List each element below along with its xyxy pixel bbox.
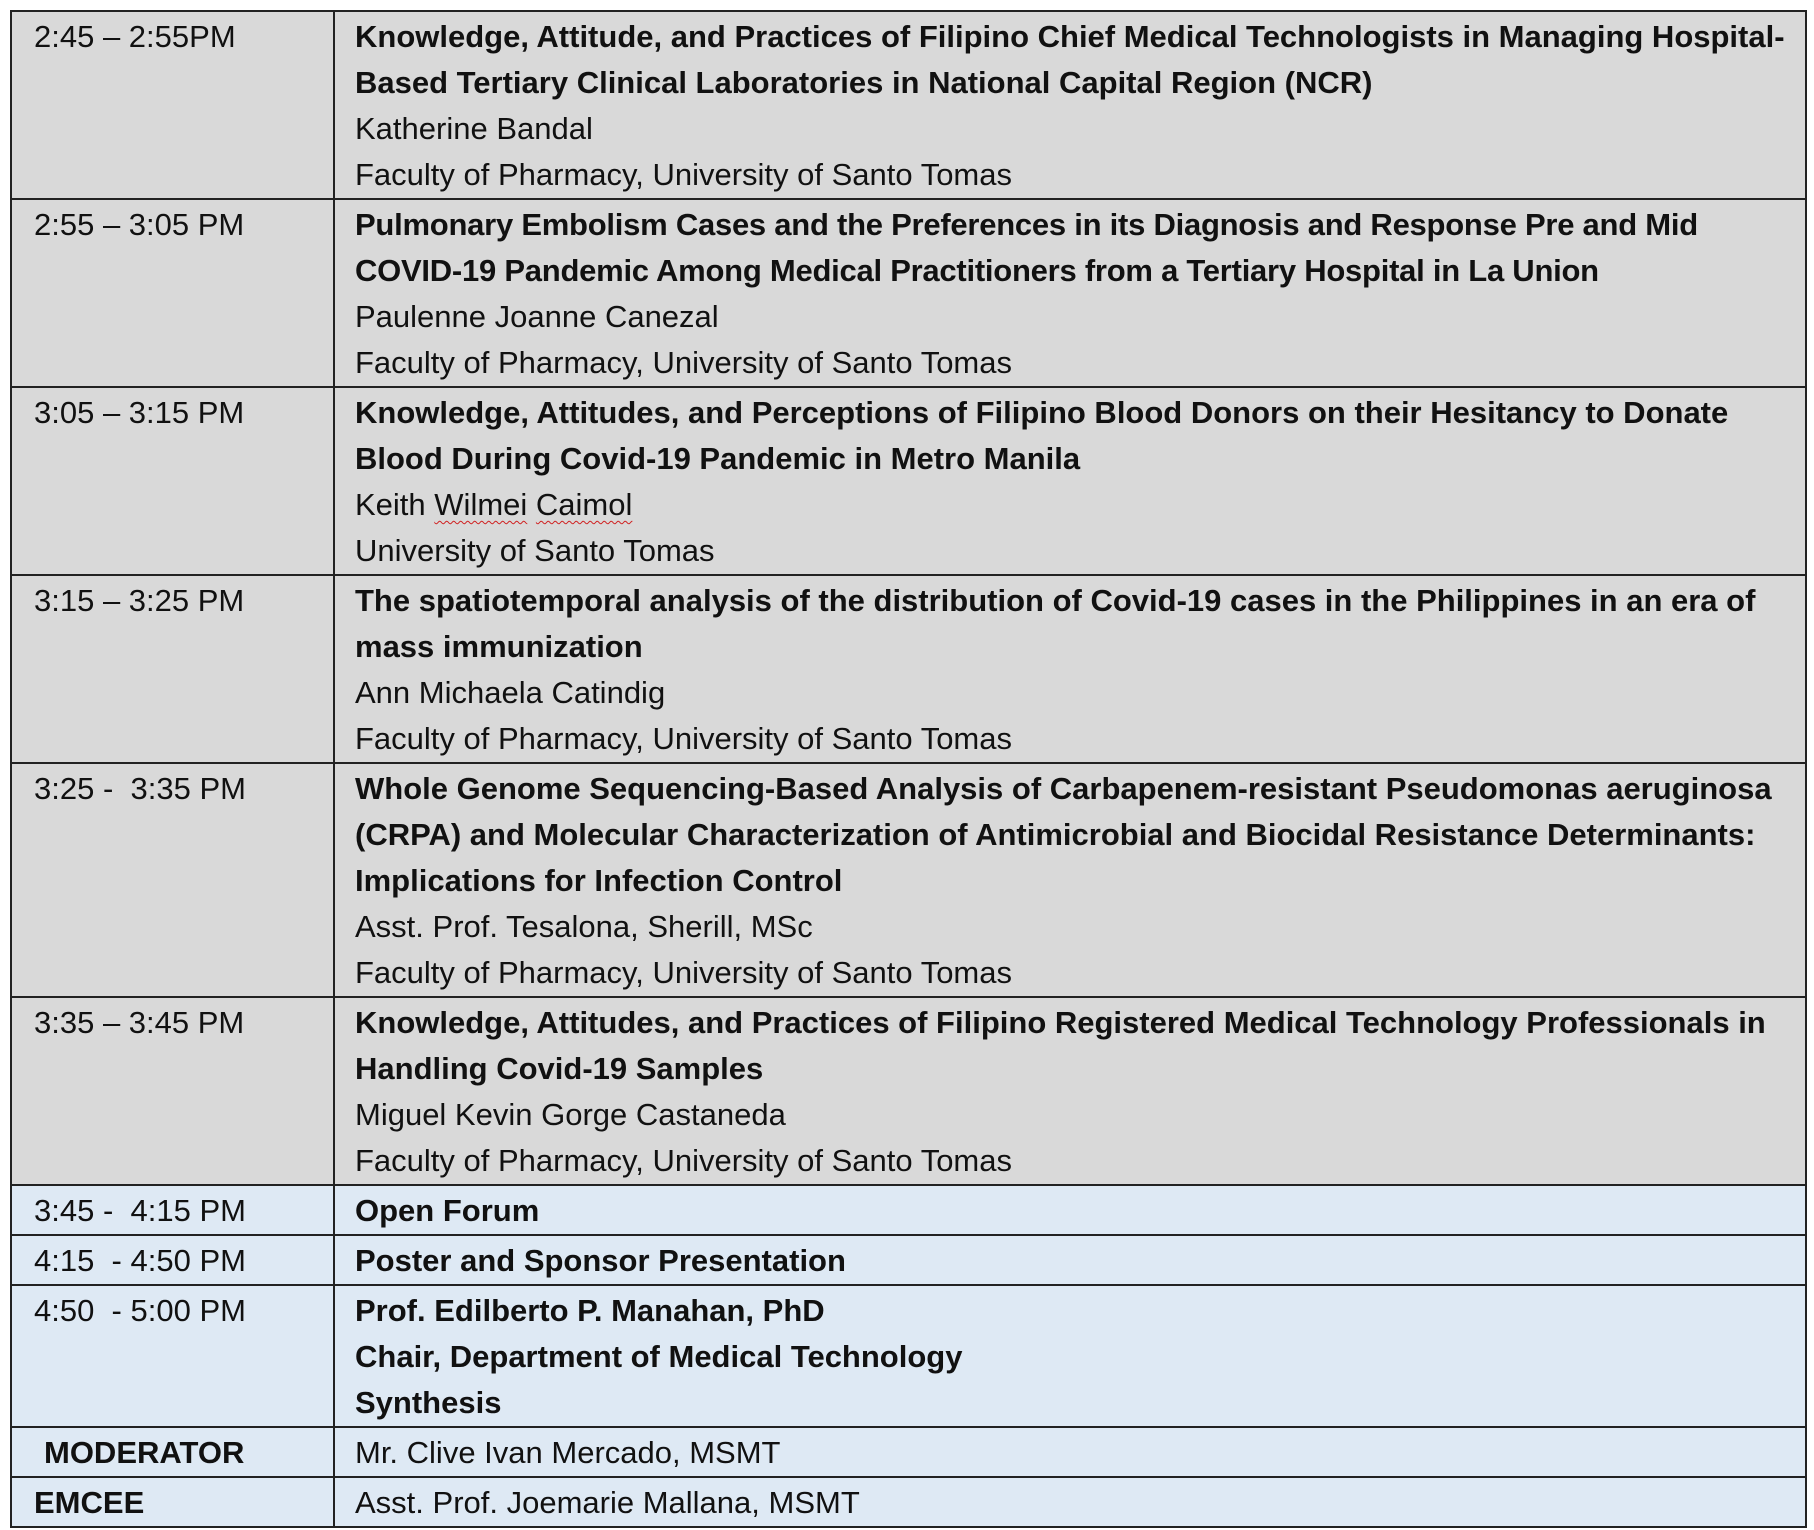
- talk-details: [334, 199, 1806, 387]
- time-slot: 4:50 - 5:00 PM: [11, 1285, 334, 1427]
- speaker-first-name: Keith: [355, 487, 426, 522]
- talk-row: [11, 763, 1806, 997]
- talk-affiliation: University of Santo Tomas: [355, 533, 715, 568]
- talk-title: Whole Genome Sequencing-Based Analysis of Carbapenem-resistant Pseudomonas aeruginosa (CRPA) and Molecular Characterization of Antimicrobial and Biocidal Resistance Determinants: Implications for Infection Control: [355, 771, 1772, 898]
- session-details: [334, 1185, 1806, 1235]
- session-title: Open Forum: [355, 1193, 540, 1228]
- talk-speaker: Asst. Prof. Tesalona, Sherill, MSc: [355, 909, 813, 944]
- time-slot: 2:45 – 2:55PM: [11, 11, 334, 199]
- talk-row: [11, 199, 1806, 387]
- time-slot: 4:15 - 4:50 PM: [11, 1235, 334, 1285]
- time-slot: 3:25 - 3:35 PM: [11, 763, 334, 997]
- session-row: [11, 1235, 1806, 1285]
- session-details: [334, 1235, 1806, 1285]
- emcee-name: Asst. Prof. Joemarie Mallana, MSMT: [334, 1477, 1806, 1527]
- talk-row: [11, 997, 1806, 1185]
- talk-title: The spatiotemporal analysis of the distribution of Covid-19 cases in the Philippines in an era of mass immunization: [355, 583, 1756, 664]
- talk-row: [11, 575, 1806, 763]
- time-slot: 2:55 – 3:05 PM: [11, 199, 334, 387]
- synthesis-details: [334, 1285, 1806, 1427]
- program-schedule-table: [10, 10, 1807, 1528]
- session-title: Poster and Sponsor Presentation: [355, 1243, 846, 1278]
- talk-details: [334, 763, 1806, 997]
- talk-speaker: Paulenne Joanne Canezal: [355, 299, 719, 334]
- time-slot: 3:05 – 3:15 PM: [11, 387, 334, 575]
- talk-title: Knowledge, Attitudes, and Perceptions of Filipino Blood Donors on their Hesitancy to Donate Blood During Covid-19 Pandemic in Metro Manila: [355, 395, 1729, 476]
- moderator-row: [11, 1427, 1806, 1477]
- talk-affiliation: Faculty of Pharmacy, University of Santo Tomas: [355, 721, 1012, 756]
- talk-details: [334, 11, 1806, 199]
- time-slot: 3:15 – 3:25 PM: [11, 575, 334, 763]
- talk-speaker: Katherine Bandal: [355, 111, 593, 146]
- talk-speaker: [355, 482, 1795, 528]
- synthesis-row: [11, 1285, 1806, 1427]
- synthesis-title: Synthesis: [355, 1385, 502, 1420]
- emcee-row: [11, 1477, 1806, 1527]
- talk-details: [334, 387, 1806, 575]
- talk-affiliation: Faculty of Pharmacy, University of Santo Tomas: [355, 157, 1012, 192]
- talk-affiliation: Faculty of Pharmacy, University of Santo Tomas: [355, 1143, 1012, 1178]
- talk-row: [11, 11, 1806, 199]
- time-slot: 3:45 - 4:15 PM: [11, 1185, 334, 1235]
- talk-speaker: Miguel Kevin Gorge Castaneda: [355, 1097, 786, 1132]
- talk-details: [334, 997, 1806, 1185]
- talk-row: [11, 387, 1806, 575]
- talk-title: Knowledge, Attitude, and Practices of Filipino Chief Medical Technologists in Managing Hospital-Based Tertiary Clinical Laboratories in National Capital Region (NCR): [355, 19, 1785, 100]
- moderator-label: MODERATOR: [11, 1427, 334, 1477]
- talk-affiliation: Faculty of Pharmacy, University of Santo Tomas: [355, 955, 1012, 990]
- speaker-middle-name-spellcheck: Wilmei: [434, 487, 528, 522]
- session-row: [11, 1185, 1806, 1235]
- synthesis-role: Chair, Department of Medical Technology: [355, 1339, 963, 1374]
- talk-details: [334, 575, 1806, 763]
- talk-title: Pulmonary Embolism Cases and the Preferences in its Diagnosis and Response Pre and Mid COVID-19 Pandemic Among Medical Practitioners from a Tertiary Hospital in La Union: [355, 207, 1698, 288]
- speaker-last-name-spellcheck: Caimol: [535, 487, 633, 522]
- talk-affiliation: Faculty of Pharmacy, University of Santo Tomas: [355, 345, 1012, 380]
- time-slot: 3:35 – 3:45 PM: [11, 997, 334, 1185]
- talk-title: Knowledge, Attitudes, and Practices of Filipino Registered Medical Technology Professionals in Handling Covid-19 Samples: [355, 1005, 1766, 1086]
- talk-speaker: Ann Michaela Catindig: [355, 675, 666, 710]
- moderator-name: Mr. Clive Ivan Mercado, MSMT: [334, 1427, 1806, 1477]
- emcee-label: EMCEE: [11, 1477, 334, 1527]
- synthesis-speaker: Prof. Edilberto P. Manahan, PhD: [355, 1293, 825, 1328]
